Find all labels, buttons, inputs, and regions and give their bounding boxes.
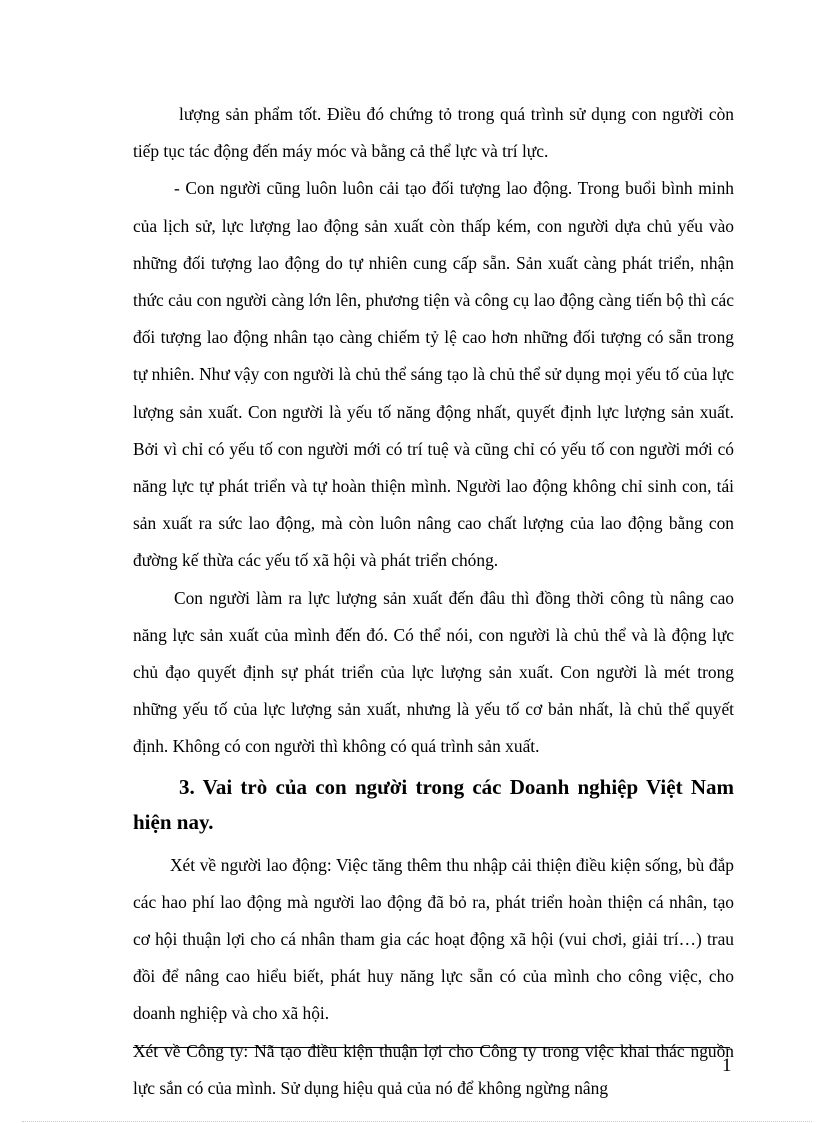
paragraph-object-of-labor: - Con người cũng luôn luôn cải tạo đối tượng lao động. Trong buổi bình minh của lịch sử, lực lượng lao động sản xuất còn thấp kém, con người dựa chủ yếu vào những đối tượng lao động do tự nhiên cung cấp sẵn. Sản xuất càng phát triển, nhận thức cảu con người càng lớn lên, phương tiện và công cụ lao động càng tiến bộ thì các đối tượng lao động nhân tạo càng chiếm tỷ lệ cao hơn những đối tượng có sẵn trong tự nhiên. Như vậy con người là chủ thể sáng tạo là chủ thể sử dụng mọi yếu tố của lực lượng sản xuất. Con người là yếu tố năng động nhất, quyết định lực lượng sản xuất. Bởi vì chỉ có yếu tố con người mới có trí tuệ và cũng chỉ có yếu tố con người mới có năng lực tự phát triển và tự hoàn thiện mình. Người lao động không chỉ sinh con, tái sản xuất ra sức lao động, mà còn luôn nâng cao chất lượng của lao động bằng con đường kế thừa các yếu tố xã hội và phát triển chóng. <box>133 178 734 571</box>
page-number: 1 <box>722 1055 732 1076</box>
page-body <box>133 96 734 1107</box>
paragraph-continuation: lượng sản phẩm tốt. Điều đó chứng tỏ trong quá trình sử dụng con người còn tiếp tục tác động đến máy móc và bằng cả thể lực và trí lực. <box>133 104 734 162</box>
page-edge-marker <box>22 1121 812 1122</box>
footer-divider <box>133 1047 730 1048</box>
paragraph-productive-force: Con người làm ra lực lượng sản xuất đến đâu thì đồng thời công tù nâng cao năng lực sản xuất của mình đến đó. Có thể nói, con người là chủ thể và là động lực chủ đạo quyết định sự phát triển của lực lượng sản xuất. Con người là mét trong những yếu tố của lực lượng sản xuất, nhưng là yếu tố cơ bản nhất, là chủ thể quyết định. Không có con người thì không có quá trình sản xuất. <box>133 587 734 757</box>
paragraph-company-perspective: Xét về Công ty: Nã tạo điều kiện thuận lợi cho Công ty trong việc khai thác nguồn lực sắn có của mình. Sử dụng hiệu quả của nó để không ngừng nâng <box>133 1040 734 1098</box>
paragraph-worker-perspective: Xét về người lao động: Việc tăng thêm thu nhập cải thiện điều kiện sống, bù đắp các hao phí lao động mà người lao động đã bỏ ra, phát triển hoàn thiện cá nhân, tạo cơ hội thuận lợi cho cá nhân tham gia các hoạt động xã hội (vui chơi, giải trí…) trau đồi để nâng cao hiểu biết, phát huy năng lực sẵn có của mình cho công việc, cho doanh nghiệp và cho xã hội. <box>133 854 734 1024</box>
section-heading: 3. Vai trò của con người trong các Doanh nghiệp Việt Nam hiện nay. <box>133 774 734 834</box>
